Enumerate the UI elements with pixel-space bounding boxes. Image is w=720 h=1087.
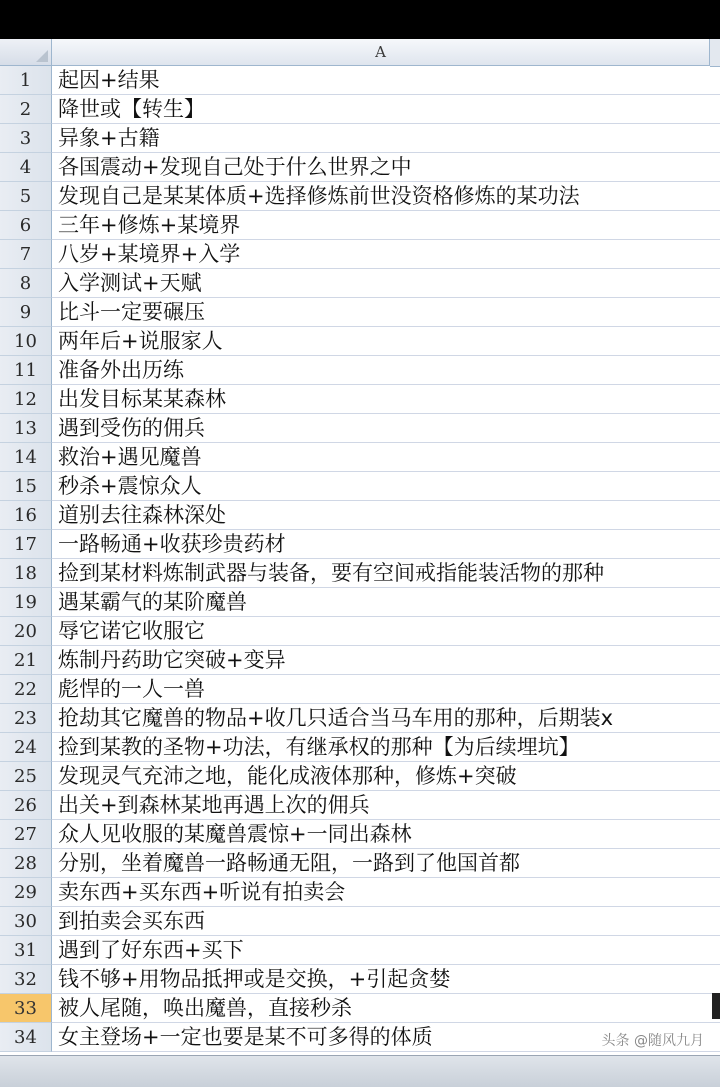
row-header[interactable]: 11 — [0, 356, 52, 385]
cell-a[interactable]: 遇到了好东西+买下 — [52, 936, 720, 965]
table-row — [0, 327, 720, 356]
table-row — [0, 646, 720, 675]
table-row — [0, 559, 720, 588]
sheet-tab-bar[interactable] — [0, 1055, 720, 1087]
cell-a[interactable]: 众人见收服的某魔兽震惊+一同出森林 — [52, 820, 720, 849]
row-header[interactable]: 28 — [0, 849, 52, 878]
table-row — [0, 936, 720, 965]
cell-a[interactable]: 捡到某材料炼制武器与装备，要有空间戒指能装活物的那种 — [52, 559, 720, 588]
row-header[interactable]: 17 — [0, 530, 52, 559]
cell-a[interactable]: 捡到某教的圣物+功法，有继承权的那种【为后续埋坑】 — [52, 733, 720, 762]
cell-a[interactable]: 到拍卖会买东西 — [52, 907, 720, 936]
table-row — [0, 820, 720, 849]
table-row — [0, 298, 720, 327]
table-row — [0, 501, 720, 530]
table-row — [0, 66, 720, 95]
table-row — [0, 907, 720, 936]
row-header[interactable]: 29 — [0, 878, 52, 907]
cell-a[interactable]: 降世或【转生】 — [52, 95, 720, 124]
row-header[interactable]: 15 — [0, 472, 52, 501]
vertical-scrollbar[interactable] — [710, 39, 720, 67]
row-header[interactable]: 21 — [0, 646, 52, 675]
top-bar — [0, 0, 720, 39]
row-header[interactable]: 26 — [0, 791, 52, 820]
row-header[interactable]: 12 — [0, 385, 52, 414]
row-header[interactable]: 1 — [0, 66, 52, 95]
cell-a[interactable]: 秒杀+震惊众人 — [52, 472, 720, 501]
table-row — [0, 878, 720, 907]
row-header[interactable]: 32 — [0, 965, 52, 994]
row-header[interactable]: 6 — [0, 211, 52, 240]
text-cursor — [712, 993, 720, 1019]
cell-a[interactable]: 起因+结果 — [52, 66, 720, 95]
row-header[interactable]: 18 — [0, 559, 52, 588]
cell-a[interactable]: 彪悍的一人一兽 — [52, 675, 720, 704]
row-header[interactable]: 33 — [0, 994, 52, 1023]
select-all-corner[interactable] — [0, 39, 52, 66]
table-row — [0, 791, 720, 820]
row-header[interactable]: 25 — [0, 762, 52, 791]
cell-a[interactable]: 各国震动+发现自己处于什么世界之中 — [52, 153, 720, 182]
cell-a[interactable]: 出发目标某某森林 — [52, 385, 720, 414]
cell-a[interactable]: 发现灵气充沛之地，能化成液体那种，修炼+突破 — [52, 762, 720, 791]
cell-a[interactable]: 辱它诺它收服它 — [52, 617, 720, 646]
cell-a[interactable]: 被人尾随，唤出魔兽，直接秒杀 — [52, 994, 720, 1023]
table-row — [0, 385, 720, 414]
table-row — [0, 994, 720, 1023]
row-header[interactable]: 3 — [0, 124, 52, 153]
cell-a[interactable]: 卖东西+买东西+听说有拍卖会 — [52, 878, 720, 907]
table-row — [0, 762, 720, 791]
table-row — [0, 124, 720, 153]
column-header-a[interactable]: A — [52, 39, 710, 66]
cell-a[interactable]: 准备外出历练 — [52, 356, 720, 385]
cell-a[interactable]: 三年+修炼+某境界 — [52, 211, 720, 240]
row-header[interactable]: 2 — [0, 95, 52, 124]
row-header[interactable]: 16 — [0, 501, 52, 530]
table-row — [0, 472, 720, 501]
table-row — [0, 965, 720, 994]
row-header[interactable]: 10 — [0, 327, 52, 356]
rows-container — [0, 66, 720, 1052]
cell-a[interactable]: 道别去往森林深处 — [52, 501, 720, 530]
table-row — [0, 849, 720, 878]
cell-a[interactable]: 八岁+某境界+入学 — [52, 240, 720, 269]
row-header[interactable]: 5 — [0, 182, 52, 211]
table-row — [0, 182, 720, 211]
cell-a[interactable]: 遇某霸气的某阶魔兽 — [52, 588, 720, 617]
table-row — [0, 704, 720, 733]
watermark: 头条 @随风九月 — [601, 1033, 704, 1049]
column-header-row — [0, 39, 720, 66]
table-row — [0, 356, 720, 385]
cell-a[interactable]: 两年后+说服家人 — [52, 327, 720, 356]
table-row — [0, 95, 720, 124]
row-header[interactable]: 19 — [0, 588, 52, 617]
row-header[interactable]: 31 — [0, 936, 52, 965]
table-row — [0, 443, 720, 472]
row-header[interactable]: 30 — [0, 907, 52, 936]
cell-a[interactable]: 比斗一定要碾压 — [52, 298, 720, 327]
row-header[interactable]: 9 — [0, 298, 52, 327]
table-row — [0, 211, 720, 240]
cell-a[interactable]: 发现自己是某某体质+选择修炼前世没资格修炼的某功法 — [52, 182, 720, 211]
table-row — [0, 153, 720, 182]
cell-a[interactable]: 抢劫其它魔兽的物品+收几只适合当马车用的那种，后期装x — [52, 704, 720, 733]
row-header[interactable]: 14 — [0, 443, 52, 472]
table-row — [0, 588, 720, 617]
cell-a[interactable]: 异象+古籍 — [52, 124, 720, 153]
table-row — [0, 530, 720, 559]
row-header[interactable]: 22 — [0, 675, 52, 704]
table-row — [0, 617, 720, 646]
cell-a[interactable]: 入学测试+天赋 — [52, 269, 720, 298]
table-row — [0, 414, 720, 443]
cell-a[interactable]: 女主登场+一定也要是某不可多得的体质 — [52, 1023, 720, 1052]
spreadsheet — [0, 39, 720, 1055]
cell-a[interactable]: 钱不够+用物品抵押或是交换，+引起贪婪 — [52, 965, 720, 994]
cell-a[interactable]: 炼制丹药助它突破+变异 — [52, 646, 720, 675]
row-header[interactable]: 20 — [0, 617, 52, 646]
row-header[interactable]: 7 — [0, 240, 52, 269]
cell-a[interactable]: 出关+到森林某地再遇上次的佣兵 — [52, 791, 720, 820]
row-header[interactable]: 34 — [0, 1023, 52, 1052]
table-row — [0, 269, 720, 298]
table-row — [0, 675, 720, 704]
row-header[interactable]: 13 — [0, 414, 52, 443]
row-header[interactable]: 23 — [0, 704, 52, 733]
cell-a[interactable]: 分别，坐着魔兽一路畅通无阻，一路到了他国首都 — [52, 849, 720, 878]
row-header[interactable]: 4 — [0, 153, 52, 182]
cell-a[interactable]: 救治+遇见魔兽 — [52, 443, 720, 472]
row-header[interactable]: 24 — [0, 733, 52, 762]
row-header[interactable]: 8 — [0, 269, 52, 298]
table-row — [0, 733, 720, 762]
table-row — [0, 240, 720, 269]
cell-a[interactable]: 一路畅通+收获珍贵药材 — [52, 530, 720, 559]
row-header[interactable]: 27 — [0, 820, 52, 849]
cell-a[interactable]: 遇到受伤的佣兵 — [52, 414, 720, 443]
